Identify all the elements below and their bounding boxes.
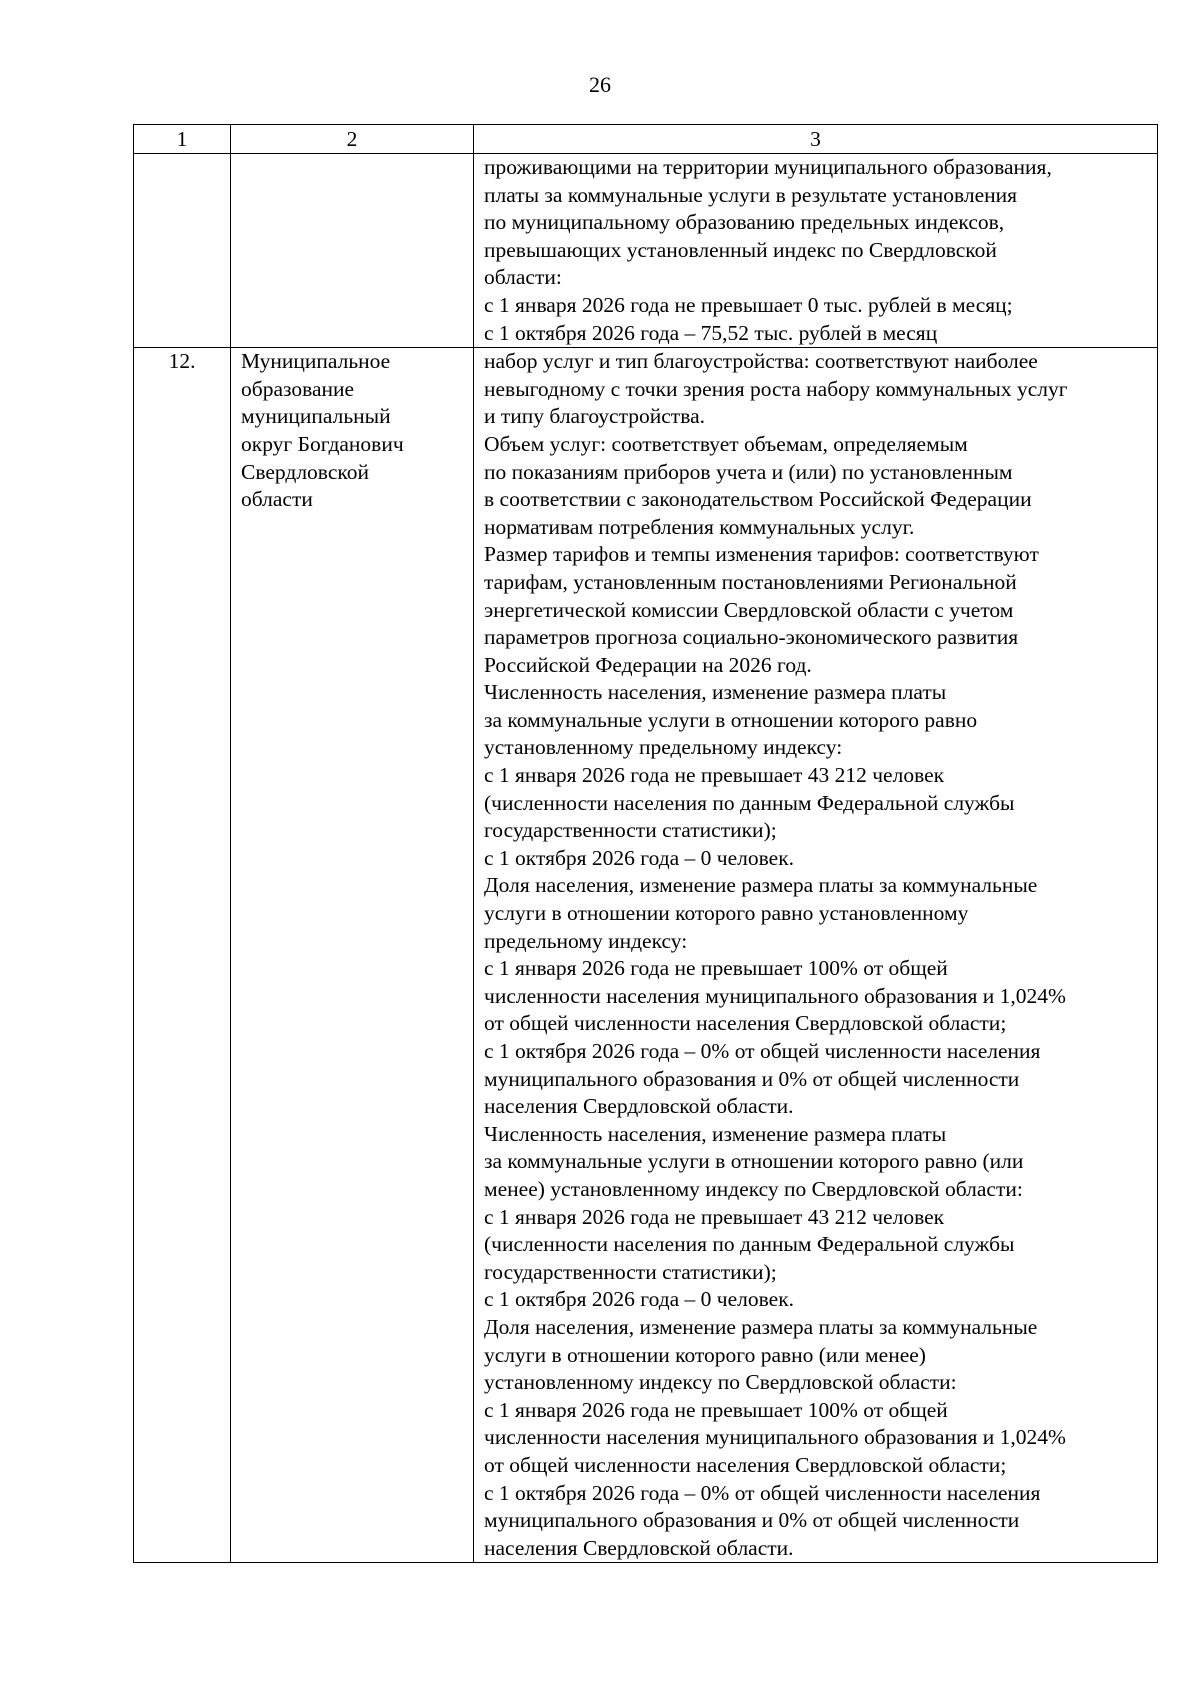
text-line: предельному индексу: <box>484 928 688 953</box>
text-line: государственности статистики); <box>484 818 777 843</box>
text-line: с 1 октября 2026 года – 0% от общей численности населения <box>484 1039 1041 1063</box>
column-header-1: 1 <box>134 125 231 154</box>
text-line: набор услуг и тип благоустройства: соответствуют наиболее <box>484 349 1038 374</box>
text-line: параметров прогноза социально-экономического развития <box>484 625 1019 650</box>
text-line: государственности статистики); <box>484 1259 777 1284</box>
text-line: Размер тарифов и темпы изменения тарифов: соответствуют <box>484 542 1039 567</box>
text-line: муниципального образования и 0% от общей численности <box>484 1508 1020 1533</box>
text-line: за коммунальные услуги в отношении которого равно <box>484 707 978 732</box>
text-line: с 1 октября 2026 года – 0 человек. <box>484 1287 795 1312</box>
text-line: энергетической комиссии Свердловской области с учетом <box>484 597 1014 622</box>
table-header-row <box>134 125 1158 154</box>
row-number-cell: 12. <box>134 348 231 1563</box>
text-line: от общей численности населения Свердловской области; <box>484 1452 1007 1477</box>
text-line: с 1 января 2026 года не превышает 100% от общей <box>484 956 948 981</box>
text-line: по показаниям приборов учета и (или) по установленным <box>484 459 1013 484</box>
document-table <box>133 124 1158 1563</box>
text-line: Российской Федерации на 2026 год. <box>484 652 812 677</box>
text-line: с 1 октября 2026 года – 75,52 тыс. рублей в месяц <box>484 320 938 345</box>
text-line: тарифам, установленным постановлениями Региональной <box>484 569 1017 594</box>
text-line: услуги в отношении которого равно (или менее) <box>484 1342 926 1367</box>
text-line: населения Свердловской области. <box>484 1094 794 1119</box>
text-line: за коммунальные услуги в отношении которого равно (или <box>484 1149 1024 1174</box>
text-line: Свердловской <box>241 459 369 484</box>
text-line: Численность населения, изменение размера платы <box>484 680 947 705</box>
text-line: с 1 января 2026 года не превышает 100% от общей <box>484 1397 948 1422</box>
text-line: численности населения муниципального образования и 1,024% <box>484 1425 1066 1450</box>
table-row <box>134 348 1158 1563</box>
text-line: муниципального образования и 0% от общей численности <box>484 1066 1020 1091</box>
text-line: населения Свердловской области. <box>484 1535 794 1560</box>
text-line: менее) установленному индексу по Свердловской области: <box>484 1176 1023 1201</box>
text-line: невыгодному с точки зрения роста набору коммунальных услуг <box>484 376 1068 401</box>
text-line: численности населения муниципального образования и 1,024% <box>484 983 1066 1008</box>
page-number: 26 <box>589 72 611 97</box>
row-content-cell <box>474 348 1158 1563</box>
text-line: установленному индексу по Свердловской области: <box>484 1370 957 1395</box>
table-row <box>134 154 1158 348</box>
text-line: Муниципальное <box>241 349 391 374</box>
text-line: области: <box>484 265 562 290</box>
text-line: с 1 октября 2026 года – 0 человек. <box>484 845 795 870</box>
text-line: и типу благоустройства. <box>484 404 705 429</box>
text-line: от общей численности населения Свердловской области; <box>484 1011 1007 1036</box>
text-line: (численности населения по данным Федеральной службы <box>484 1232 1015 1257</box>
text-line: Объем услуг: соответствует объемам, определяемым <box>484 431 968 456</box>
text-line: нормативам потребления коммунальных услуг. <box>484 514 915 539</box>
text-line: Численность населения, изменение размера платы <box>484 1121 947 1146</box>
text-line: услуги в отношении которого равно установленному <box>484 901 969 926</box>
column-header-3: 3 <box>474 125 1158 154</box>
text-line: округ Богданович <box>241 431 404 456</box>
text-line: по муниципальному образованию предельных индексов, <box>484 210 1005 235</box>
text-line: превышающих установленный индекс по Свердловской <box>484 237 997 262</box>
text-line: Доля населения, изменение размера платы за коммунальные <box>484 1314 1038 1339</box>
text-line: (численности населения по данным Федеральной службы <box>484 790 1015 815</box>
text-line: с 1 января 2026 года не превышает 43 212 человек <box>484 1204 945 1229</box>
column-header-2: 2 <box>231 125 474 154</box>
text-line: с 1 января 2026 года не превышает 0 тыс. рублей в месяц; <box>484 292 1013 317</box>
municipality-name-cell <box>231 154 474 348</box>
text-line: проживающими на территории муниципального образования, <box>484 155 1052 179</box>
text-line: муниципальный <box>241 404 391 429</box>
row-content-cell <box>474 154 1158 348</box>
text-line: с 1 января 2026 года не превышает 43 212 человек <box>484 763 945 788</box>
text-line: области <box>241 487 313 512</box>
text-line: с 1 октября 2026 года – 0% от общей численности населения <box>484 1480 1041 1505</box>
text-line: образование <box>241 376 355 401</box>
text-line: Доля населения, изменение размера платы за коммунальные <box>484 873 1038 898</box>
text-line: платы за коммунальные услуги в результате установления <box>484 182 1018 207</box>
municipality-name-cell <box>231 348 474 1563</box>
row-number-cell <box>134 154 231 348</box>
text-line: установленному предельному индексу: <box>484 735 843 760</box>
text-line: в соответствии с законодательством Российской Федерации <box>484 487 1032 512</box>
